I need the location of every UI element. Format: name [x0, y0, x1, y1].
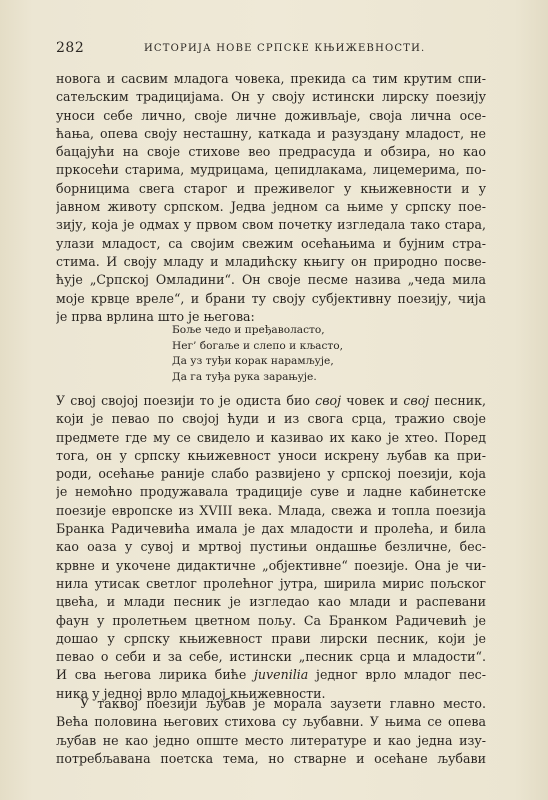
text-line: који је певао по својој ћуди и из свога срца, тражио своје [56, 411, 486, 427]
text-line: је немоћно продужавала традиције суве и ладне кабинетске [56, 484, 486, 500]
text-line: сатељским традицијама. Он у своју истински лирску поезију [56, 89, 486, 105]
page-number: 282 [56, 40, 85, 56]
text-line: ћује „Српској Омладини“. Он своје песме назива „чеда мила [56, 272, 486, 288]
running-title: ИСТОРИЈА НОВЕ СРПСКЕ КЊИЖЕВНОСТИ. [144, 43, 426, 54]
italic-run: свој [403, 393, 430, 408]
paragraph-2 [56, 392, 486, 703]
text-line: стима. И своју младу и младићску књигу он природно посве- [56, 253, 486, 269]
text-run: песник, [429, 393, 486, 408]
text-line: фаун у пролетњем цветном пољу. Са Бранком Радичевић је [56, 612, 486, 628]
text-line: нила утисак светлог пролећног јутра, ширила мирис пољског [56, 575, 486, 591]
text-line: је прва врлина што је његова: [56, 308, 255, 324]
text-line [56, 392, 486, 410]
text-line: Већа половина његових стихова су љубавни. У њима се опева [56, 714, 486, 730]
text-line: борницима свега старог и преживелог у књижевности и у [56, 180, 486, 196]
text-line: јавном животу српском. Једва једном са њиме у српску пое- [56, 199, 486, 215]
italic-run: juvenilia [254, 667, 309, 683]
text-line: зију, која је одмах у првом свом почетку изгледала тако стара, [56, 217, 486, 233]
text-line: певао о себи и за себе, истински „песник срца и младости“. [56, 649, 486, 665]
text-line: роди, осећање раније слабо развијено у српској поезији, која [56, 466, 486, 482]
page-header [56, 40, 492, 60]
text-line: улази младост, са својим свежим осећањима и бујним стра- [56, 235, 486, 251]
text-line: дошао у српску књижевност прави лирски песник, који је [56, 630, 486, 646]
poem-line: Да га туђа рука зарањује. [172, 370, 317, 383]
poem-line: Да уз туђи корак нарамљује, [172, 355, 334, 368]
text-line: поезије европске из XVIII века. Млада, свежа и топла поезија [56, 502, 486, 518]
poem-line: Боље чедо и пређаволасто, [172, 324, 325, 336]
text-line: крвне и укочене дидактичне „објективне“ поезије. Она је чи- [56, 557, 486, 573]
text-line: као оаза у сувој и мртвој пустињи ондашње безличне, бес- [56, 539, 486, 555]
text-line: предмете где му се свидело и казивао их како је хтео. Поред [56, 429, 486, 445]
text-line: љубав не као једно опште место литературе и као једна изу- [56, 732, 486, 748]
text-line: тога, он у српску књижевност уноси искрену љубав ка при- [56, 447, 486, 463]
text-line: потребљавана поетска тема, но стварне и осећане љубави [56, 750, 486, 766]
text-line: ћања, опева своју несташну, каткада и разуздану младост, не [56, 125, 486, 141]
text-line: цвећа, и млади песник је изгледао као млади и распевани [56, 594, 486, 610]
text-line: бацајући на своје стихове вео предрасуда и обзира, но као [56, 144, 486, 160]
text-line: Бранка Радичевића имала је дах младости и пролећа, и била [56, 521, 486, 537]
text-line: ника у једној врло младој књижевности. [56, 685, 326, 701]
text-run: И сва његова лирика биће [56, 667, 255, 683]
text-line: моје крвце вреле“, и брани ту своју субјективну поезију, чија [56, 290, 486, 306]
paragraph-3 [56, 695, 486, 768]
text-line: пркосећи старима, мудрицама, цепидлакама, лицемерима, по- [56, 162, 486, 178]
text-line: уноси себе лично, своје личне доживљаје, своја лична осе- [56, 107, 486, 123]
text-line: новога и сасвим младога човека, прекида са тим крутим спи- [56, 71, 486, 86]
poem-line: Нег’ богаље и слепо и кљасто, [172, 339, 343, 352]
text-run: човек и [341, 393, 404, 408]
text-run: једног врло младог пес- [308, 667, 486, 683]
text-line: У таквој поезији љубав је морала заузети главно место. [80, 696, 486, 711]
text-run: У свој својој поезији то је одиста био [56, 393, 316, 408]
poem-quote [172, 323, 343, 385]
italic-run: свој [315, 393, 342, 408]
paragraph-1 [56, 70, 486, 326]
text-line [56, 666, 486, 684]
